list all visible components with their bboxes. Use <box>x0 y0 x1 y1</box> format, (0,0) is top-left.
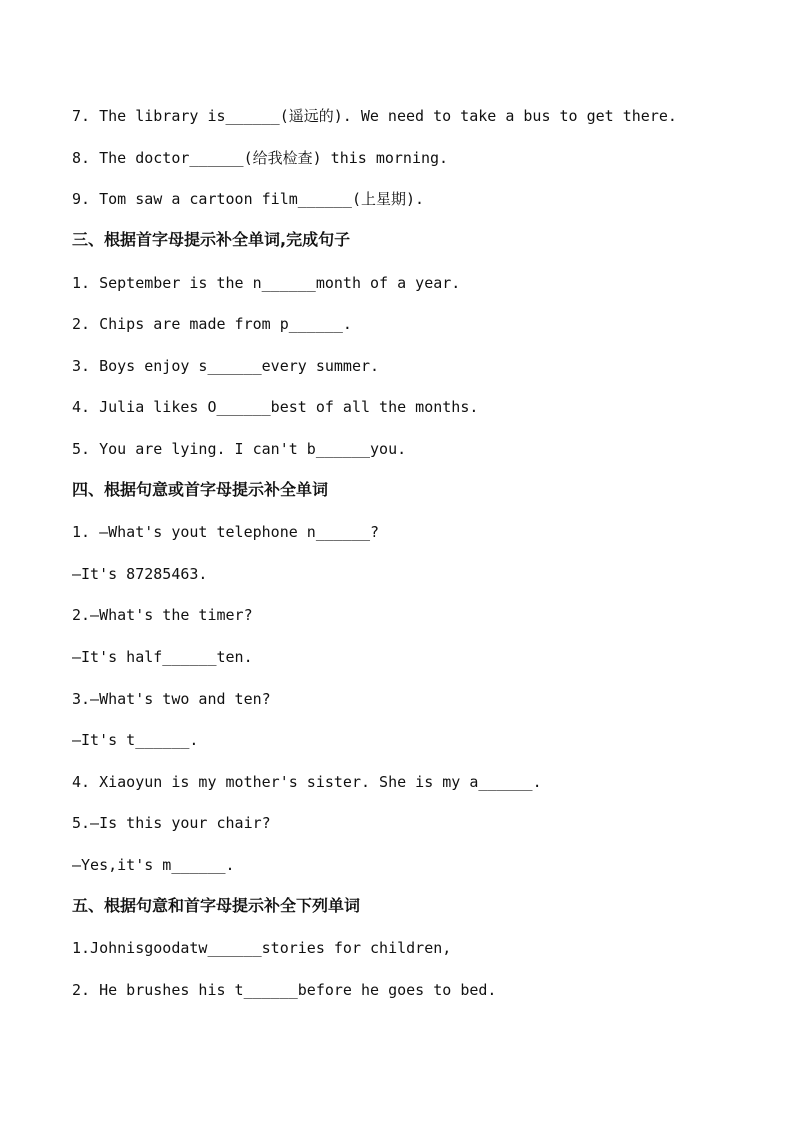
section-3-heading: 三、根据首字母提示补全单词,完成句子 <box>72 230 351 249</box>
section-4-question-3: 3.—What's two and ten? <box>72 690 271 708</box>
section-5-question-2: 2. He brushes his t______before he goes to bed. <box>72 981 497 999</box>
question-8: 8. The doctor______(给我检查) this morning. <box>72 149 449 167</box>
section-3-question-1: 1. September is the n______month of a year. <box>72 274 461 292</box>
question-7: 7. The library is______(遥远的). We need to take a bus to get there. <box>72 107 677 125</box>
section-4-answer-1: —It's 87285463. <box>72 565 208 583</box>
section-4-question-1: 1. —What's yout telephone n______? <box>72 523 380 541</box>
section-3-question-2: 2. Chips are made from p______. <box>72 315 352 333</box>
section-4-question-5: 5.—Is this your chair? <box>72 814 271 832</box>
section-3-question-4: 4. Julia likes O______best of all the months. <box>72 398 479 416</box>
section-4-question-2: 2.—What's the timer? <box>72 606 253 624</box>
section-3-question-5: 5. You are lying. I can't b______you. <box>72 440 407 458</box>
section-3-question-3: 3. Boys enjoy s______every summer. <box>72 357 380 375</box>
section-4-answer-2: —It's half______ten. <box>72 648 253 666</box>
section-4-answer-5: —Yes,it's m______. <box>72 856 235 874</box>
section-4-heading: 四、根据句意或首字母提示补全单词 <box>72 480 329 499</box>
worksheet-page <box>72 0 772 1123</box>
section-4-answer-3: —It's t______. <box>72 731 199 749</box>
section-5-question-1: 1.Johnisgoodatw______stories for children, <box>72 939 452 957</box>
section-4-question-4: 4. Xiaoyun is my mother's sister. She is my a______. <box>72 773 542 791</box>
section-5-heading: 五、根据句意和首字母提示补全下列单词 <box>72 896 361 915</box>
question-9: 9. Tom saw a cartoon film______(上星期). <box>72 190 425 208</box>
